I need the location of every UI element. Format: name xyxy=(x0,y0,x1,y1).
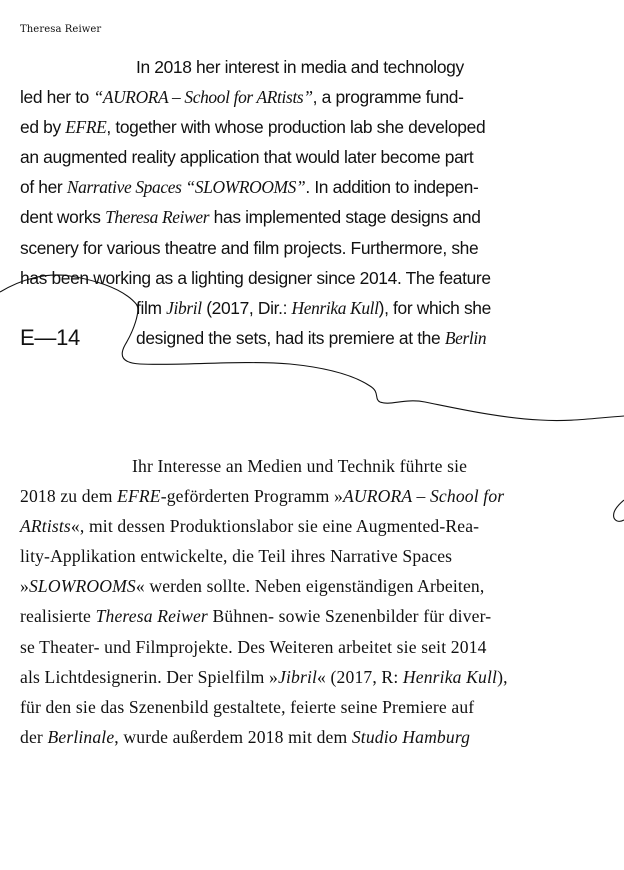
italic-text-span: Henrika Kull xyxy=(402,666,498,687)
german-text-line xyxy=(20,511,600,541)
text-span: ), xyxy=(497,666,508,687)
italic-text-span: Jibril xyxy=(166,297,202,318)
italic-text-span: SLOWROOMS xyxy=(28,576,136,597)
german-text-line xyxy=(20,692,600,722)
text-span: lity-Applikation entwickelte, die Teil ihres Narrative Spaces xyxy=(20,546,453,567)
italic-text-span: Theresa Reiwer xyxy=(95,606,208,627)
italic-text-span: Berlin xyxy=(444,327,487,348)
text-span: (2017, Dir.: xyxy=(201,297,292,318)
english-text-line xyxy=(20,263,580,293)
text-span: scenery for various theatre and film projects. Furthermore, she xyxy=(20,237,479,258)
text-span: Bühnen- sowie Szenenbilder für diver- xyxy=(207,606,492,627)
text-span: «, mit dessen Produktionslabor sie eine Augmented-Rea- xyxy=(70,516,480,537)
german-text-line xyxy=(20,722,600,752)
german-text-line xyxy=(20,571,600,601)
text-span: realisierte xyxy=(20,606,96,627)
text-span: has implemented stage designs and xyxy=(209,207,481,228)
text-span: « (2017, R: xyxy=(317,666,403,687)
english-text-line xyxy=(20,142,580,172)
english-paragraph xyxy=(20,52,580,353)
english-text-line xyxy=(20,233,580,263)
english-text-line xyxy=(20,52,580,82)
text-span: , together with whose production lab she developed xyxy=(106,117,486,138)
english-text-line xyxy=(20,112,580,142)
italic-text-span: Theresa Reiwer xyxy=(105,207,210,228)
text-span: « werden sollte. Neben eigenständigen Arbeiten, xyxy=(135,576,485,597)
german-text-line xyxy=(20,481,600,511)
italic-text-span: EFRE xyxy=(117,486,161,507)
author-header: Theresa Reiwer xyxy=(20,24,102,35)
text-span: dent works xyxy=(20,207,106,228)
italic-text-span: Henrika Kull xyxy=(291,297,379,318)
text-span: of her xyxy=(20,177,67,198)
italic-text-span: Narrative Spaces “SLOWROOMS” xyxy=(66,177,306,198)
english-text-line xyxy=(20,82,580,112)
text-span: In 2018 her interest in media and technology xyxy=(136,57,464,77)
german-paragraph xyxy=(20,451,600,752)
text-span: 2018 zu dem xyxy=(20,486,118,507)
text-span: Ihr Interesse an Medien und Technik führte sie xyxy=(132,456,468,476)
english-text-line xyxy=(20,202,580,232)
german-text-line xyxy=(20,632,600,662)
text-span: designed the sets, had its premiere at the xyxy=(136,327,445,348)
text-span: has been working as a lighting designer since 2014. The feature xyxy=(20,267,491,288)
page-number: E—14 xyxy=(20,325,80,350)
italic-text-span: Jibril xyxy=(278,666,318,687)
text-span: . In addition to indepen- xyxy=(305,177,479,198)
italic-text-span: EFRE xyxy=(65,117,107,138)
text-span: , wurde außerdem 2018 mit dem xyxy=(114,726,352,747)
text-span: an augmented reality application that would later become part xyxy=(20,147,474,168)
german-text-line xyxy=(20,601,600,631)
text-span: ), for which she xyxy=(378,297,491,318)
english-text-line xyxy=(20,323,580,353)
german-text-line xyxy=(20,662,600,692)
text-span: ed by xyxy=(20,117,66,138)
text-span: se Theater- und Filmprojekte. Des Weiteren arbeitet sie seit 2014 xyxy=(20,636,487,657)
italic-text-span: ARtists xyxy=(20,516,71,537)
italic-text-span: Berlinale xyxy=(47,726,115,747)
italic-text-span: Studio Hamburg xyxy=(351,726,471,747)
german-text-line xyxy=(20,541,600,571)
german-text-line xyxy=(20,451,600,481)
text-span: , a programme fund- xyxy=(312,87,464,108)
text-span: -geförderten Programm » xyxy=(160,486,343,507)
italic-text-span: AURORA – School for xyxy=(342,486,505,507)
text-span: für den sie das Szenenbild gestaltete, feierte seine Premiere auf xyxy=(20,696,475,717)
english-text-line xyxy=(20,172,580,202)
italic-text-span: “AURORA – School for ARtists” xyxy=(93,87,313,108)
text-span: » xyxy=(20,576,29,597)
text-span: als Lichtdesignerin. Der Spielfilm » xyxy=(20,666,279,687)
text-span: der xyxy=(20,726,48,747)
text-span: led her to xyxy=(20,87,94,108)
text-span: film xyxy=(136,297,167,318)
english-text-line xyxy=(20,293,580,323)
